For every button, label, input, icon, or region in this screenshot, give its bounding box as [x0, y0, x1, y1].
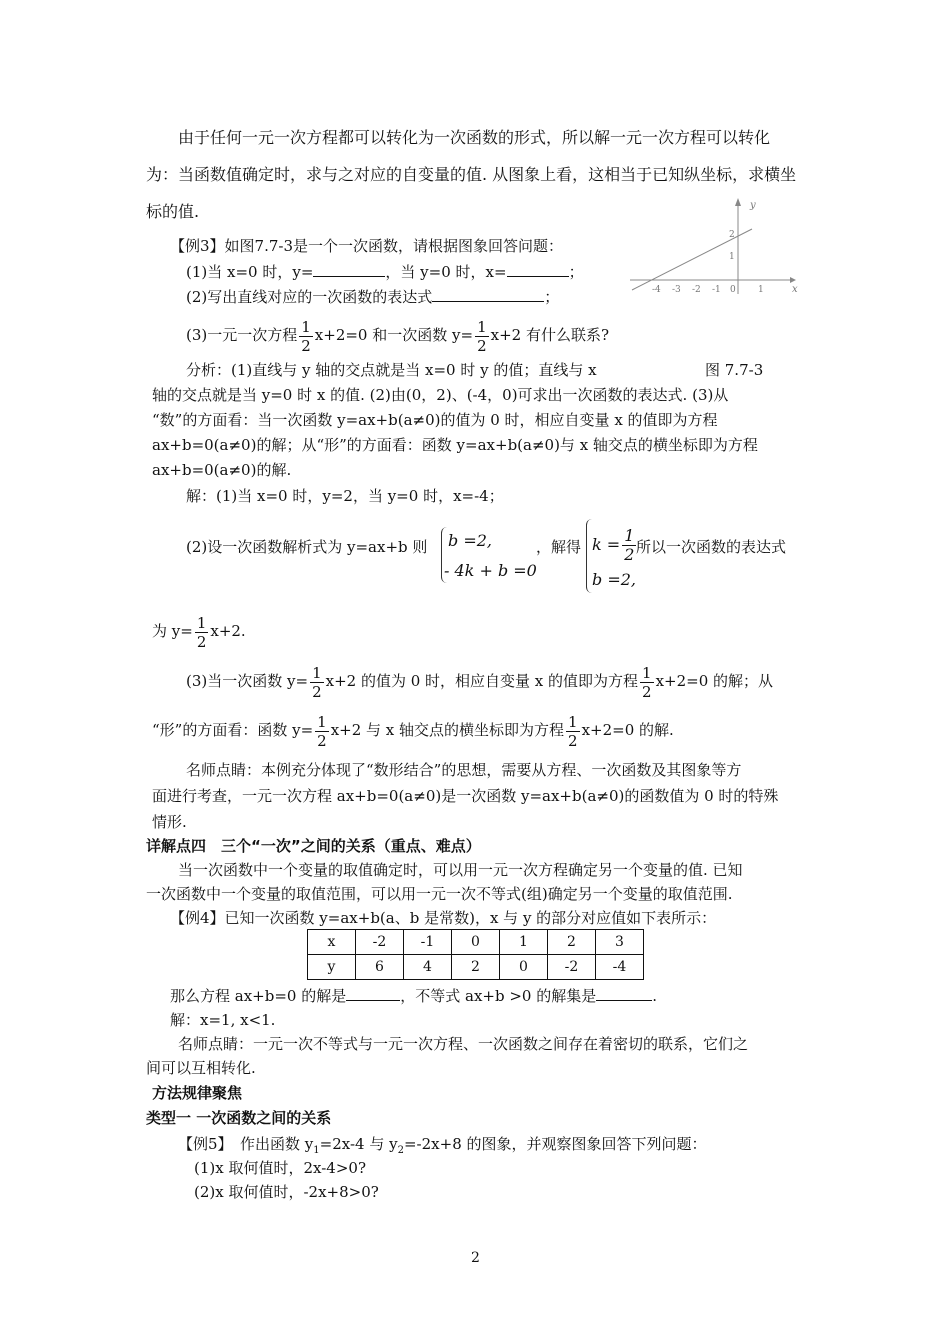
example-5-title [178, 1134, 707, 1161]
tip-4-line-1: 名师点睛：一元一次不等式与一元一次方程、一次函数之间存在着密切的联系，它们之 [178, 1035, 749, 1053]
solution-2-conclusion: 所以一次函数的表达式 [636, 538, 787, 556]
q1-part-c: ； [568, 263, 584, 281]
q1-blank-y [313, 262, 385, 277]
ex5-part-c: =-2x+8 的图象，并观察图象回答下列问题： [403, 1135, 707, 1153]
q4-blank-2 [596, 986, 652, 1001]
fraction-half: $\frac{1}{2}$ [624, 526, 635, 564]
system-1-eq-1: b =2, [448, 531, 492, 550]
q1-blank-x [507, 262, 569, 277]
fraction-half: $\frac{1}{2}$ [568, 712, 578, 750]
s3-part-f: x+2=0 的解. [581, 721, 674, 739]
line-graph-figure [630, 196, 800, 296]
solution-1: 解：(1)当 x=0 时，y=2，当 y=0 时，x=-4； [186, 487, 504, 505]
example-3-question-3 [186, 316, 609, 355]
q4-part-a: 那么方程 ax+b=0 的解是 [170, 987, 347, 1005]
q2-part-a: (2)写出直线对应的一次函数的表达式 [186, 288, 433, 306]
subscript-1: 1 [313, 1145, 320, 1156]
example-3-title: 【例3】如图7.7-3是一个一次函数，请根据图象回答问题： [170, 237, 564, 255]
table-cell: 4 [404, 955, 452, 980]
analysis-line-5: ax+b=0(a≠0)的解. [152, 461, 292, 479]
tip-3-line-3: 情形. [152, 813, 187, 831]
s3-part-a: (3)当一次函数 y= [186, 672, 309, 690]
table-cell: y [308, 955, 356, 980]
fraction-half: $\frac{1}{2}$ [477, 317, 487, 355]
solution-2-result [152, 612, 246, 651]
system-1-eq-2: - 4k + b =0 [444, 561, 537, 580]
s3-part-e: x+2 与 x 轴交点的横坐标即为方程 [330, 721, 565, 739]
point-4-line-2: 一次函数中一个变量的取值范围，可以用一元一次不等式(组)确定另一个变量的取值范围. [146, 885, 733, 903]
figure-caption: 图 7.7-3 [705, 361, 764, 379]
analysis-line-2: 轴的交点就是当 y=0 时 x 的值. (2)由(0，2)、(-4，0)可求出一次函数的表达式. (3)从 [152, 386, 729, 404]
q4-part-c: . [652, 987, 658, 1005]
q2-part-b: ； [544, 288, 560, 306]
x-tick--4: -4 [652, 285, 661, 295]
intro-line-2: 为：当函数值确定时，求与之对应的自变量的值. 从图象上看，这相当于已知纵坐标，求横坐 [146, 165, 797, 184]
y-axis-label: y [750, 200, 756, 211]
value-table [307, 929, 644, 980]
q2-blank [432, 287, 544, 302]
point-4-line-1: 当一次函数中一个变量的取值确定时，可以用一元一次方程确定另一个变量的值. 已知 [178, 861, 743, 879]
table-cell: 0 [500, 955, 548, 980]
solution-2-intro: (2)设一次函数解析式为 y=ax+b 则 [186, 538, 428, 556]
page-number: 2 [471, 1250, 480, 1266]
table-cell: 2 [452, 955, 500, 980]
table-cell: -1 [404, 930, 452, 955]
q3-part-c: x+2 有什么联系? [490, 326, 609, 344]
k-equals: k = [592, 535, 621, 554]
analysis-line-3: “数”的方面看：当一次函数 y=ax+b(a≠0)的值为 0 时，相应自变量 x 的值即为方程 [152, 411, 718, 429]
intro-line-3: 标的值. [146, 202, 200, 221]
solution-2-solve: ，解得 [536, 538, 582, 556]
method-heading: 方法规律聚焦 [152, 1084, 243, 1102]
x-tick--1: -1 [712, 285, 721, 295]
x-tick-0: 0 [730, 285, 736, 295]
y-equals: 为 y= [152, 622, 193, 640]
subscript-2: 2 [397, 1145, 404, 1156]
example-3-question-2 [186, 287, 559, 307]
analysis-line-1: 分析：(1)直线与 y 轴的交点就是当 x=0 时 y 的值；直线与 x [186, 361, 597, 379]
q1-part-a: (1)当 x=0 时，y= [186, 263, 314, 281]
section-heading-point-4: 详解点四 三个“一次”之间的关系（重点、难点） [146, 837, 481, 855]
x-tick--2: -2 [692, 285, 701, 295]
table-cell: -2 [548, 955, 596, 980]
table-cell: -2 [356, 930, 404, 955]
fraction-half: $\frac{1}{2}$ [301, 317, 311, 355]
fraction-half: $\frac{1}{2}$ [317, 712, 327, 750]
fraction-half: $\frac{1}{2}$ [312, 663, 322, 701]
table-cell: 1 [500, 930, 548, 955]
tip-3-line-2: 面进行考查，一元一次方程 ax+b=0(a≠0)是一次函数 y=ax+b(a≠0)的函数值为 0 时的特殊 [152, 787, 779, 805]
solution-3-line-2 [152, 711, 674, 750]
result-tail: x+2. [210, 622, 246, 640]
y-axis-arrow-icon [735, 198, 741, 206]
tip-4-line-2: 间可以互相转化. [146, 1059, 256, 1077]
example-5-question-2: (2)x 取何值时，-2x+8>0? [194, 1183, 379, 1201]
x-axis-label: x [792, 284, 798, 295]
table-cell: 2 [548, 930, 596, 955]
solution-3-line-1 [186, 662, 773, 701]
x-tick-1: 1 [758, 285, 764, 295]
example-3-question-1 [186, 262, 584, 282]
table-row-x [308, 930, 644, 955]
x-axis-arrow-icon [790, 277, 796, 283]
y-tick-1: 1 [729, 252, 735, 262]
type-1-heading: 类型一 一次函数之间的关系 [146, 1109, 332, 1127]
ex5-part-b: =2x-4 与 y [319, 1135, 398, 1153]
table-cell: 0 [452, 930, 500, 955]
table-row-y [308, 955, 644, 980]
example-5-question-1: (1)x 取何值时，2x-4>0? [194, 1159, 366, 1177]
ex5-part-a: 【例5】 作出函数 y [178, 1135, 314, 1153]
q4-blank-1 [346, 986, 400, 1001]
q3-part-a: (3)一元一次方程 [186, 326, 298, 344]
tip-3-line-1: 名师点睛：本例充分体现了“数形结合”的思想，需要从方程、一次函数及其图象等方 [186, 761, 742, 779]
intro-line-1: 由于任何一元一次方程都可以转化为一次函数的形式，所以解一元一次方程可以转化 [178, 128, 771, 147]
table-cell: 3 [596, 930, 644, 955]
analysis-line-4: ax+b=0(a≠0)的解；从“形”的方面看：函数 y=ax+b(a≠0)与 x 轴交点的横坐标即为方程 [152, 436, 758, 454]
s3-part-b: x+2 的值为 0 时，相应自变量 x 的值即为方程 [325, 672, 639, 690]
system-2-eq-1 [592, 527, 638, 564]
fraction-half: $\frac{1}{2}$ [642, 663, 652, 701]
fraction-half: $\frac{1}{2}$ [196, 613, 207, 651]
example-4-title: 【例4】已知一次函数 y=ax+b(a、b 是常数)，x 与 y 的部分对应值如下表所示： [170, 909, 717, 927]
table-cell: 6 [356, 955, 404, 980]
q3-part-b: x+2=0 和一次函数 y= [314, 326, 474, 344]
y-tick-2: 2 [729, 230, 735, 240]
example-4-answer: 解：x=1, x<1. [170, 1011, 276, 1029]
table-cell: x [308, 930, 356, 955]
q4-part-b: ，不等式 ax+b >0 的解集是 [400, 987, 597, 1005]
table-cell: -4 [596, 955, 644, 980]
s3-part-d: “形”的方面看：函数 y= [152, 721, 314, 739]
example-4-question [170, 986, 657, 1006]
s3-part-c: x+2=0 的解；从 [655, 672, 774, 690]
system-2-eq-2: b =2, [592, 570, 636, 589]
q1-part-b: ，当 y=0 时，x= [385, 263, 507, 281]
x-tick--3: -3 [672, 285, 681, 295]
